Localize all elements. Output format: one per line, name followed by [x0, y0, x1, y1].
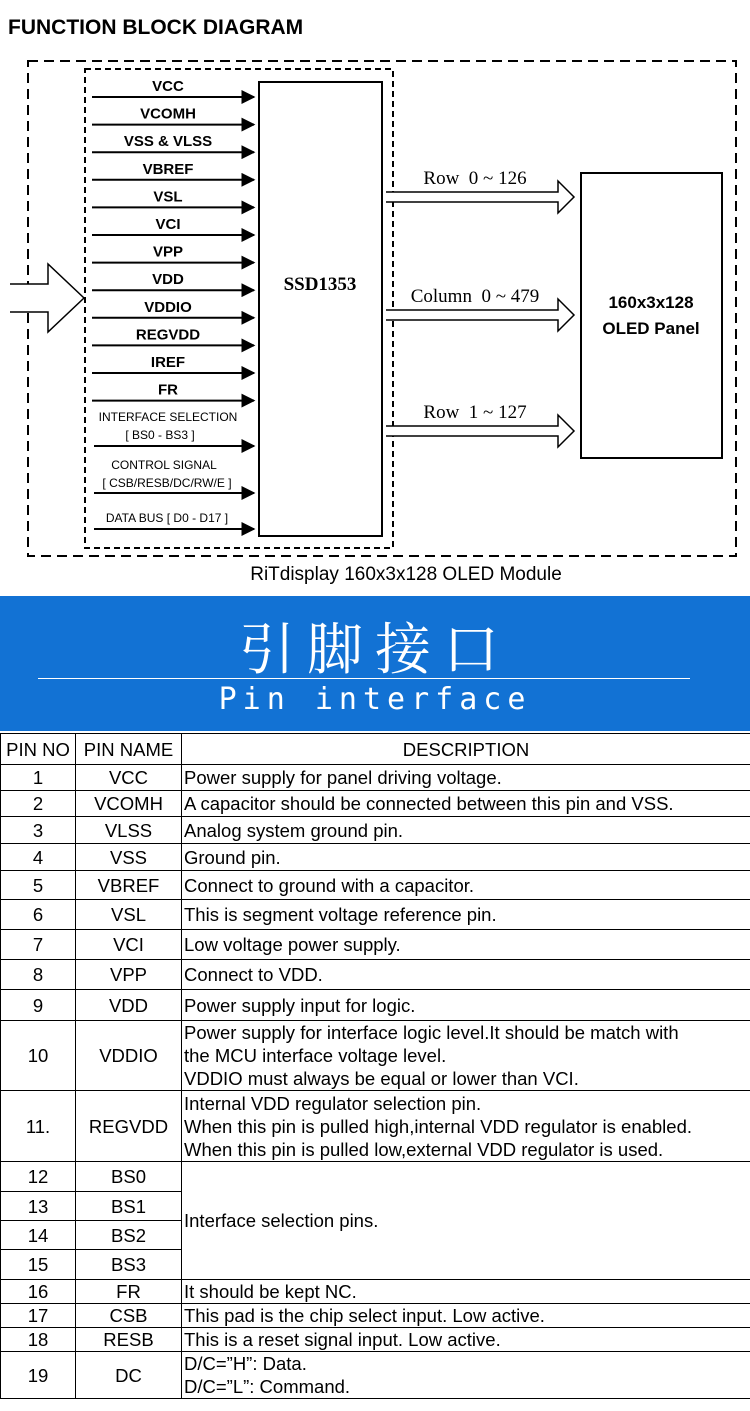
pin-description-cell: Analog system ground pin. [182, 817, 750, 844]
banner-divider [38, 678, 690, 679]
pin-name-cell: VLSS [76, 817, 182, 844]
header-description: DESCRIPTION [182, 734, 750, 765]
pin-no-cell: 16 [1, 1280, 76, 1304]
table-row [1, 900, 750, 930]
data-bus-label: DATA BUS [ D0 - D17 ] [105, 511, 229, 525]
input-label: VBREF [142, 160, 194, 178]
input-label: FR [158, 381, 178, 399]
pin-interface-banner [0, 596, 750, 731]
function-block-diagram [0, 0, 750, 596]
panel-label-type: OLED Panel [602, 319, 700, 338]
input-label: VDD [152, 271, 184, 289]
panel-box [581, 173, 722, 458]
pin-name-cell: VSL [76, 900, 182, 930]
pin-no-cell: 19 [1, 1352, 76, 1399]
pin-no-cell: 2 [1, 791, 76, 817]
pin-no-cell: 17 [1, 1304, 76, 1328]
pin-no-cell: 15 [1, 1250, 76, 1280]
pin-no-cell: 1 [1, 765, 76, 791]
table-row [1, 960, 750, 990]
input-label: VCOMH [140, 105, 196, 123]
table-row [1, 765, 750, 791]
pin-name-cell: BS0 [76, 1162, 182, 1192]
pin-description-cell: Low voltage power supply. [182, 930, 750, 960]
pin-name-cell: BS3 [76, 1250, 182, 1280]
table-header-row [1, 734, 750, 765]
pin-no-cell: 11. [1, 1091, 76, 1162]
panel-label-size: 160x3x128 [608, 293, 694, 312]
pin-no-cell: 6 [1, 900, 76, 930]
table-row [1, 990, 750, 1021]
table-row [1, 1328, 750, 1352]
pin-description-cell: Power supply input for logic. [182, 990, 750, 1021]
input-label: VPP [152, 243, 184, 261]
table-row [1, 1021, 750, 1091]
pin-name-cell: CSB [76, 1304, 182, 1328]
pin-no-cell: 3 [1, 817, 76, 844]
table-row [1, 791, 750, 817]
output-bus-label: Row 1 ~ 127 [423, 402, 527, 423]
pin-name-cell: VBREF [76, 871, 182, 900]
banner-title-cn: 引脚接口 [239, 618, 511, 683]
input-label: VCI [155, 216, 181, 233]
table-row [1, 1091, 750, 1162]
pin-description-cell: D/C=”H”: Data. D/C=”L”: Command. [182, 1352, 750, 1399]
pin-description-cell: Connect to ground with a capacitor. [182, 871, 750, 900]
table-row [1, 817, 750, 844]
pin-no-cell: 8 [1, 960, 76, 990]
pin-no-cell: 14 [1, 1221, 76, 1250]
module-caption: RiTdisplay 160x3x128 OLED Module [250, 564, 562, 585]
pin-name-cell: VCC [76, 765, 182, 791]
chip-label: SSD1353 [283, 274, 357, 295]
input-label: VSS & VLSS [123, 133, 213, 151]
input-label: VDDIO [144, 298, 192, 316]
pin-no-cell: 9 [1, 990, 76, 1021]
output-buses [386, 168, 574, 447]
pin-name-cell: VSS [76, 844, 182, 871]
pin-description-cell: This is segment voltage reference pin. [182, 900, 750, 930]
pin-name-cell: BS2 [76, 1221, 182, 1250]
pin-no-cell: 12 [1, 1162, 76, 1192]
table-row [1, 1162, 750, 1192]
host-input-arrow [10, 264, 84, 332]
output-bus-label: Row 0 ~ 126 [423, 168, 527, 189]
header-pin-no: PIN NO [1, 734, 76, 765]
diagram-heading: FUNCTION BLOCK DIAGRAM [8, 16, 304, 39]
pin-name-cell: VCI [76, 930, 182, 960]
table-row [1, 930, 750, 960]
pin-description-cell: Ground pin. [182, 844, 750, 871]
header-pin-name: PIN NAME [76, 734, 182, 765]
pin-no-cell: 13 [1, 1192, 76, 1221]
pin-name-cell: VPP [76, 960, 182, 990]
pin-no-cell: 4 [1, 844, 76, 871]
pin-description-cell: This is a reset signal input. Low active. [182, 1328, 750, 1352]
pin-no-cell: 5 [1, 871, 76, 900]
pin-name-cell: VCOMH [76, 791, 182, 817]
pin-description-cell: Power supply for interface logic level.It should be match with the MCU interface voltage level. VDDIO must always be equal or lower than VCI. [182, 1021, 750, 1091]
input-signals [92, 78, 254, 401]
pin-name-cell: VDDIO [76, 1021, 182, 1091]
table-row [1, 1304, 750, 1328]
input-label: IREF [150, 354, 186, 371]
pin-name-cell: REGVDD [76, 1091, 182, 1162]
interface-selection-range: [ BS0 - BS3 ] [125, 428, 195, 442]
pin-name-cell: VDD [76, 990, 182, 1021]
pin-description-cell: Interface selection pins. [182, 1162, 750, 1280]
pin-description-cell: This pad is the chip select input. Low active. [182, 1304, 750, 1328]
pin-table [0, 733, 750, 1399]
pin-description-cell: A capacitor should be connected between this pin and VSS. [182, 791, 750, 817]
table-row [1, 871, 750, 900]
pin-description-cell: Internal VDD regulator selection pin. When this pin is pulled high,internal VDD regulator is enabled. When this pin is pulled low,external VDD regulator is used. [182, 1091, 750, 1162]
table-row [1, 1280, 750, 1304]
pin-description-cell: Connect to VDD. [182, 960, 750, 990]
control-signal-range: [ CSB/RESB/DC/RW/E ] [102, 476, 232, 490]
pin-name-cell: RESB [76, 1328, 182, 1352]
input-label: VSL [153, 188, 183, 206]
pin-no-cell: 10 [1, 1021, 76, 1091]
input-label: VCC [152, 78, 184, 95]
banner-title-en: Pin interface [218, 682, 532, 717]
pin-name-cell: BS1 [76, 1192, 182, 1221]
pin-description-cell: Power supply for panel driving voltage. [182, 765, 750, 791]
input-label: REGVDD [135, 326, 201, 344]
table-row [1, 1352, 750, 1399]
chip-box [259, 82, 382, 536]
pin-name-cell: DC [76, 1352, 182, 1399]
pin-description-cell: It should be kept NC. [182, 1280, 750, 1304]
pin-name-cell: FR [76, 1280, 182, 1304]
interface-selection-label: INTERFACE SELECTION [98, 410, 238, 424]
pin-no-cell: 18 [1, 1328, 76, 1352]
control-signal-label: CONTROL SIGNAL [111, 458, 217, 472]
pin-no-cell: 7 [1, 930, 76, 960]
table-row [1, 844, 750, 871]
output-bus-label: Column 0 ~ 479 [410, 286, 540, 307]
